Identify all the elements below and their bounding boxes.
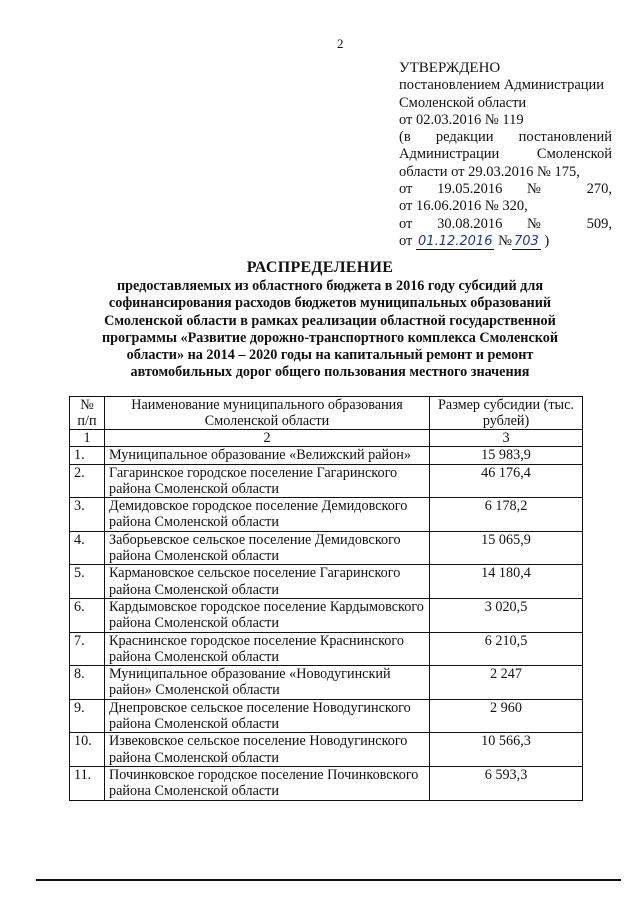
page-number: 2 (337, 36, 344, 51)
column-index: 1 (70, 430, 105, 447)
row-number: 7. (70, 632, 105, 666)
row-municipality: Гагаринское городское поселение Гагаринского района Смоленской области (105, 464, 430, 498)
approval-line: от 16.06.2016 № 320, (399, 198, 528, 215)
row-municipality: Заборьевское сельское поселение Демидовского района Смоленской области (105, 531, 430, 565)
row-municipality: Днепровское сельское поселение Новодугинского района Смоленской области (105, 699, 430, 733)
amendment-prefix: от (399, 232, 413, 249)
table-row (70, 565, 583, 599)
table-row (70, 464, 583, 498)
table-row (70, 447, 583, 464)
handwritten-date: 01.12.2016 (418, 233, 493, 249)
row-number: 1. (70, 447, 105, 464)
table-header-row (70, 397, 583, 430)
header-number: № п/п (70, 397, 105, 430)
column-index: 3 (430, 430, 583, 447)
table-row (70, 733, 583, 767)
row-number: 10. (70, 733, 105, 767)
approval-line: Администрации Смоленской (399, 146, 612, 163)
row-subsidy-amount: 6 178,2 (430, 498, 583, 532)
row-subsidy-amount: 10 566,3 (430, 733, 583, 767)
row-municipality: Краснинское городское поселение Краснинского района Смоленской области (105, 632, 430, 666)
header-municipality: Наименование муниципального образования Смоленской области (105, 397, 430, 430)
row-subsidy-amount: 3 020,5 (430, 598, 583, 632)
approval-line: области от 29.03.2016 № 175, (399, 163, 580, 180)
footer-rule (36, 879, 621, 881)
row-subsidy-amount: 6 210,5 (430, 632, 583, 666)
approval-line: Смоленской области (399, 94, 527, 111)
row-number: 11. (70, 766, 105, 800)
approval-block (399, 60, 612, 250)
approval-heading: УТВЕРЖДЕНО (399, 60, 501, 76)
row-number: 9. (70, 699, 105, 733)
row-number: 3. (70, 498, 105, 532)
amendment-number-sign: № (498, 232, 512, 249)
approval-line: (в редакции постановлений (399, 129, 612, 146)
row-municipality: Починковское городское поселение Починковского района Смоленской области (105, 766, 430, 800)
handwritten-number: 703 (513, 233, 539, 249)
row-number: 2. (70, 464, 105, 498)
approval-amendment-line (399, 233, 612, 250)
subsidy-table (69, 396, 583, 801)
row-subsidy-amount: 15 983,9 (430, 447, 583, 464)
header-subsidy-amount: Размер субсидии (тыс. рублей) (430, 397, 583, 430)
column-index: 2 (105, 430, 430, 447)
row-subsidy-amount: 6 593,3 (430, 766, 583, 800)
row-subsidy-amount: 2 247 (430, 666, 583, 700)
row-number: 4. (70, 531, 105, 565)
row-number: 8. (70, 666, 105, 700)
document-subtitle: предоставляемых из областного бюджета в 2016 году субсидий для софинансирования расходов бюджетов муниципальных образований Смоленской области в рамках реализации областной государственной программы «Развитие дорожно-транспортного комплекса Смоленской области» на 2014 – 2020 годы на капитальный ремонт и ремонт автомобильных дорог общего пользования местного значения (101, 278, 559, 381)
row-subsidy-amount: 14 180,4 (430, 565, 583, 599)
row-subsidy-amount: 2 960 (430, 699, 583, 733)
table-row (70, 766, 583, 800)
table-row (70, 498, 583, 532)
approval-line: от 19.05.2016 № 270, (399, 181, 612, 198)
approval-line: от 02.03.2016 № 119 (399, 111, 524, 128)
row-number: 6. (70, 598, 105, 632)
row-municipality: Муниципальное образование «Новодугинский район» Смоленской области (105, 666, 430, 700)
table-row (70, 598, 583, 632)
column-index-row (70, 430, 583, 447)
table-row (70, 666, 583, 700)
row-subsidy-amount: 15 065,9 (430, 531, 583, 565)
row-municipality: Кардымовское городское поселение Кардымовского района Смоленской области (105, 598, 430, 632)
row-municipality: Извековское сельское поселение Новодугинского района Смоленской области (105, 733, 430, 767)
row-municipality: Кармановское сельское поселение Гагаринского района Смоленской области (105, 565, 430, 599)
row-number: 5. (70, 565, 105, 599)
row-municipality: Муниципальное образование «Велижский район» (105, 447, 430, 464)
table-row (70, 531, 583, 565)
approval-line: постановлением Администрации (399, 77, 605, 94)
table-row (70, 632, 583, 666)
approval-line: от 30.08.2016 № 509, (399, 215, 612, 232)
row-subsidy-amount: 46 176,4 (430, 464, 583, 498)
table-row (70, 699, 583, 733)
document-title: РАСПРЕДЕЛЕНИЕ (246, 259, 394, 276)
amendment-close: ) (544, 232, 550, 249)
row-municipality: Демидовское городское поселение Демидовского района Смоленской области (105, 498, 430, 532)
